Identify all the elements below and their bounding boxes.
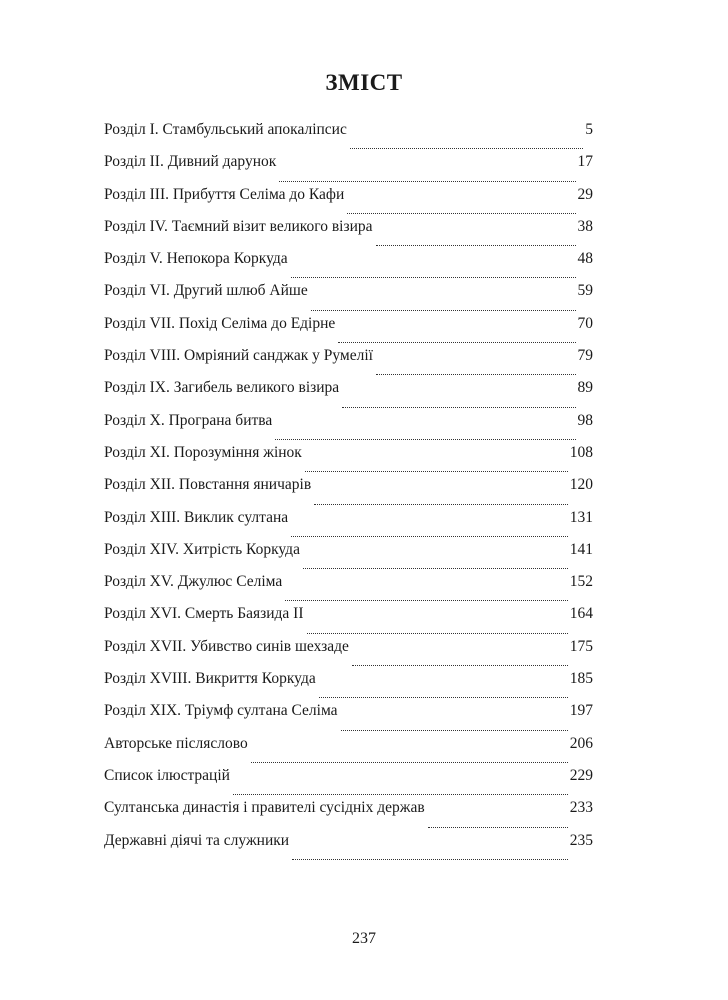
toc-entry-page: 98: [577, 411, 593, 429]
toc-entry-title: Розділ I. Стамбульський апокаліпсис: [104, 121, 347, 138]
dot-leader: [428, 826, 568, 828]
dot-leader: [291, 276, 576, 278]
toc-entry-title: Розділ IX. Загибель великого візира: [104, 379, 340, 397]
toc-entry-page: 197: [569, 702, 593, 720]
dot-leader: [285, 599, 568, 601]
toc-entry-page: 185: [569, 670, 593, 688]
dot-leader: [291, 535, 568, 537]
toc-entry-title: Авторське післяслово: [104, 734, 248, 752]
dot-leader: [279, 180, 575, 182]
toc-entry-title: Розділ XII. Повстання яничарів: [104, 476, 312, 494]
toc-entry: [104, 573, 593, 605]
toc-entry: [104, 799, 593, 831]
table-of-contents: [104, 121, 593, 864]
toc-entry-title: Розділ VII. Похід Селіма до Едірне: [104, 314, 336, 332]
toc-entry-page: 17: [577, 153, 593, 171]
dot-leader: [307, 632, 568, 634]
toc-entry: [104, 670, 593, 702]
toc-entry: [104, 218, 593, 250]
toc-entry-page: 48: [577, 250, 593, 268]
toc-entry: [104, 476, 593, 508]
dot-leader: [352, 664, 568, 666]
dot-leader: [342, 406, 575, 408]
toc-entry: [104, 315, 593, 347]
dot-leader: [303, 567, 568, 569]
toc-entry: [104, 347, 593, 379]
toc-entry-title: Султанська династія і правителі сусідніх держав: [104, 799, 425, 817]
dot-leader: [251, 761, 568, 763]
toc-entry: [104, 153, 593, 185]
dot-leader: [319, 696, 568, 698]
toc-entry: [104, 541, 593, 573]
toc-entry-title: Розділ IV. Таємний візит великого візира: [104, 217, 373, 235]
toc-entry: [104, 282, 593, 314]
toc-entry: [104, 379, 593, 411]
toc-entry-title: Розділ V. Непокора Коркуда: [104, 250, 288, 268]
dot-leader: [275, 438, 575, 440]
toc-entry-title: Список ілюстрацій: [104, 766, 230, 784]
dot-leader: [305, 470, 568, 472]
toc-entry-page: 70: [577, 314, 593, 332]
toc-entry-title: Розділ XIV. Хитрість Коркуда: [104, 540, 300, 558]
toc-entry-title: Розділ XIII. Виклик султана: [104, 508, 289, 526]
dot-leader: [233, 793, 568, 795]
toc-entry-title: Розділ XV. Джулюс Селіма: [104, 573, 283, 591]
toc-entry-page: 59: [577, 282, 593, 300]
toc-entry-page: 29: [577, 185, 593, 203]
toc-entry-title: Розділ XVII. Убивство синів шехзаде: [104, 637, 349, 655]
toc-entry-page: 235: [569, 831, 593, 849]
toc-entry-title: Розділ II. Дивний дарунок: [104, 153, 277, 171]
toc-entry-page: 120: [569, 476, 593, 494]
toc-entry-title: Розділ X. Програна битва: [104, 411, 273, 429]
toc-entry-page: 38: [577, 217, 593, 235]
toc-entry-page: 175: [569, 637, 593, 655]
toc-entry-page: 206: [569, 734, 593, 752]
dot-leader: [376, 244, 576, 246]
toc-entry-page: 164: [569, 605, 593, 623]
dot-leader: [338, 341, 575, 343]
page-title: ЗМІСТ: [325, 70, 403, 95]
dot-leader: [314, 503, 568, 505]
dot-leader: [341, 729, 568, 731]
toc-entry: [104, 702, 593, 734]
toc-entry-page: 233: [569, 799, 593, 817]
toc-entry-page: 89: [577, 379, 593, 397]
toc-entry: [104, 832, 593, 864]
toc-entry-title: Розділ VI. Другий шлюб Айше: [104, 282, 308, 300]
toc-entry: [104, 186, 593, 218]
page-number: 237: [352, 930, 376, 947]
toc-entry: [104, 121, 593, 153]
dot-leader: [292, 858, 568, 860]
toc-entry-page: 79: [577, 347, 593, 365]
toc-entry-title: Розділ VIII. Омріяний санджак у Румелії: [104, 347, 373, 365]
toc-entry: [104, 412, 593, 444]
toc-entry: [104, 638, 593, 670]
toc-entry: [104, 735, 593, 767]
toc-entry-title: Розділ III. Прибуття Селіма до Кафи: [104, 185, 345, 203]
toc-entry-title: Державні діячі та служники: [104, 831, 290, 849]
toc-entry-page: 152: [569, 573, 593, 591]
dot-leader: [376, 373, 576, 375]
toc-entry-title: Розділ XI. Порозуміння жінок: [104, 443, 302, 461]
toc-entry-title: Розділ XIX. Тріумф султана Селіма: [104, 702, 338, 720]
toc-entry-page: 131: [569, 508, 593, 526]
toc-entry-page: 229: [569, 766, 593, 784]
toc-entry-page: 108: [569, 443, 593, 461]
dot-leader: [311, 309, 576, 311]
toc-entry: [104, 605, 593, 637]
dot-leader: [347, 212, 575, 214]
dot-leader: [350, 147, 583, 149]
toc-entry: [104, 250, 593, 282]
toc-entry: [104, 767, 593, 799]
toc-entry: [104, 444, 593, 476]
toc-entry-title: Розділ XVIII. Викриття Коркуда: [104, 670, 316, 688]
toc-entry: [104, 509, 593, 541]
toc-entry-page: 141: [569, 540, 593, 558]
toc-entry-page: 5: [585, 121, 593, 138]
toc-entry-title: Розділ XVI. Смерть Баязида II: [104, 605, 304, 623]
